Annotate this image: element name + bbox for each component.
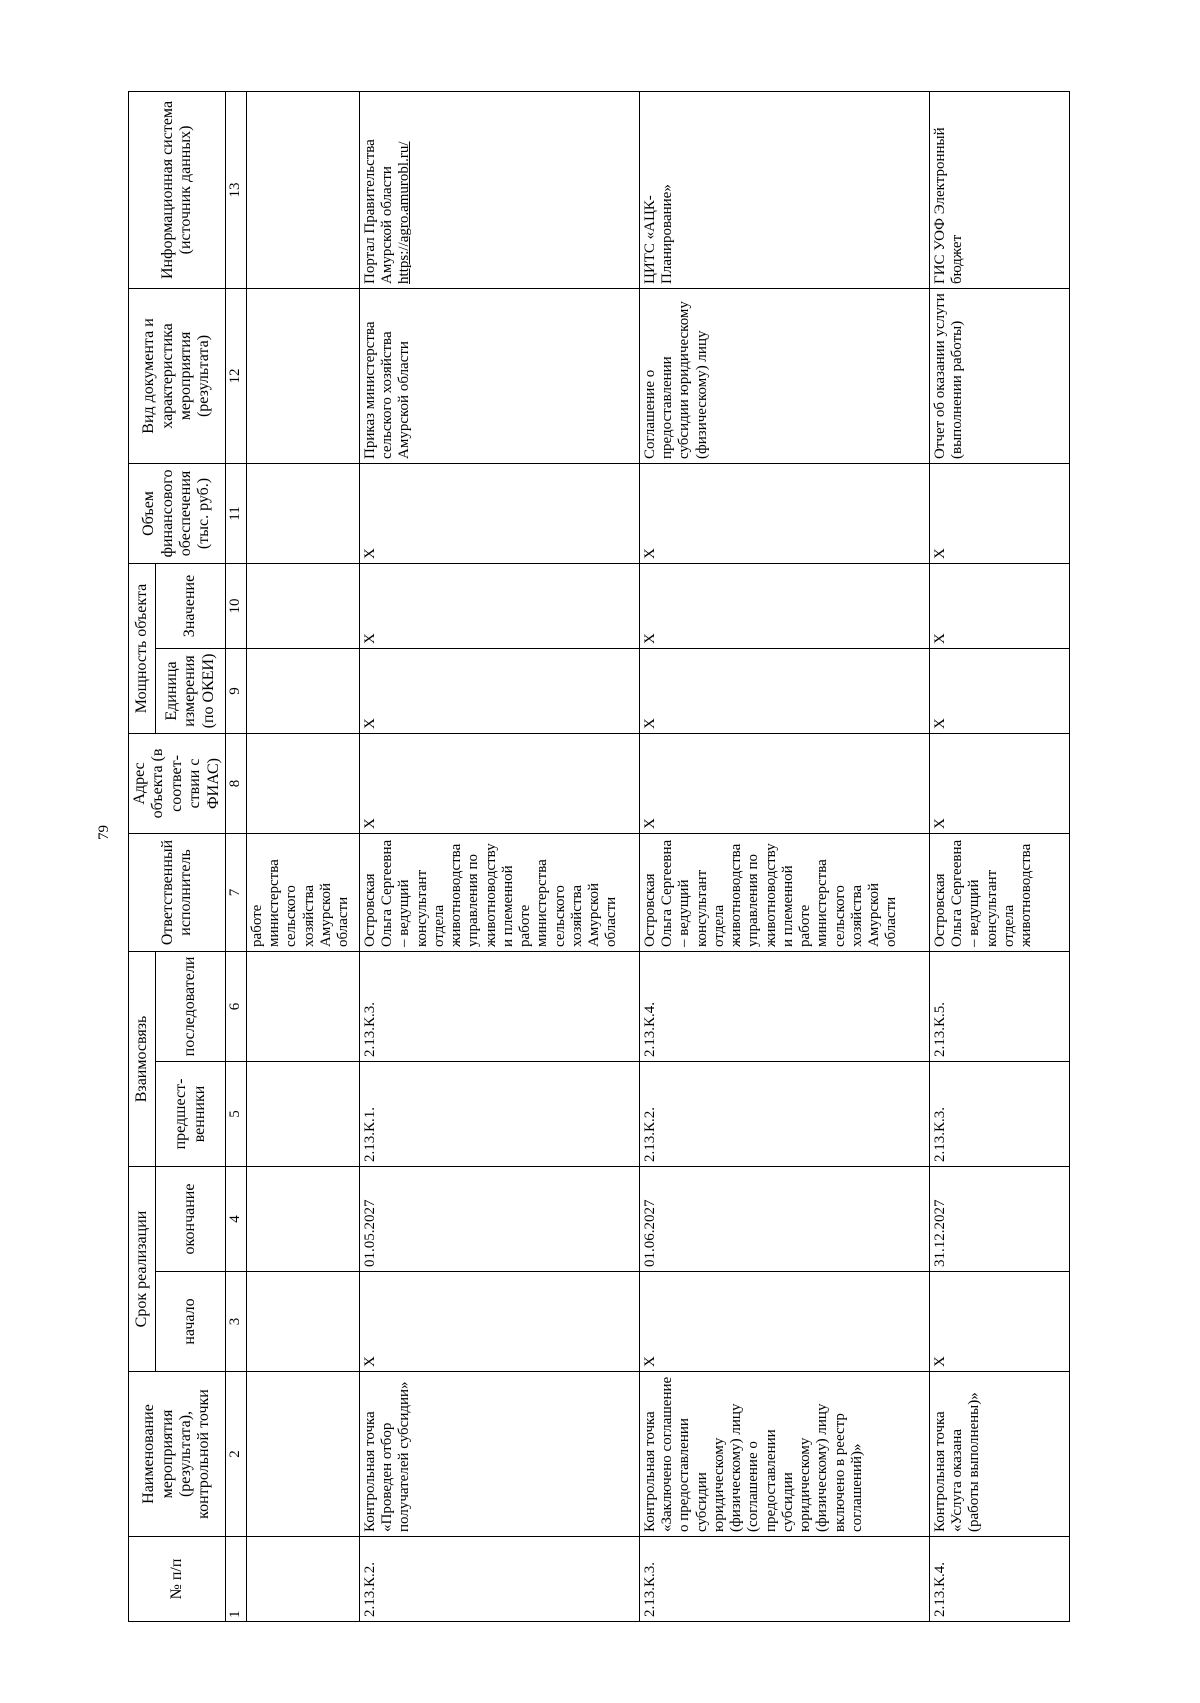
row-succ: 2.13.К.4. — [639, 951, 929, 1061]
row-end: 31.12.2027 — [929, 1166, 1069, 1271]
page-number: 79 — [96, 825, 112, 840]
table-row — [639, 91, 929, 1621]
header-capacity: Мощность объекта — [129, 563, 156, 733]
header-row-1 — [129, 91, 156, 1621]
row-num: 2.13.К.3. — [639, 1537, 929, 1622]
column-number-row — [225, 91, 246, 1621]
header-unit: Единица измерения (по ОКЕИ) — [156, 648, 226, 733]
row-name: Контрольная точка «Заключено соглашение о предоставлении субсидии юридическому (физическому) лицу (соглашение о предоставлении субсидии юридическому (физическому) лицу включено в реестр соглашений)» — [639, 1372, 929, 1537]
colnum-9: 9 — [225, 648, 246, 733]
header-address: Адрес объекта (в соответ- ствии с ФИАС) — [129, 733, 226, 833]
row-address: X — [929, 733, 1069, 833]
colnum-7: 7 — [225, 833, 246, 951]
row-name: Контрольная точка «Проведен отбор получателей субсидии» — [359, 1372, 639, 1537]
row-pred: 2.13.К.3. — [929, 1061, 1069, 1166]
row-system: ГИС УОФ Электронный бюджет — [929, 91, 1069, 288]
header-term: Срок реализации — [129, 1166, 156, 1371]
system-link[interactable]: https://agro.amurobl.ru/ — [396, 141, 413, 284]
plan-table — [128, 91, 1070, 1622]
row-succ: 2.13.К.3. — [359, 951, 639, 1061]
continuation-executor: работе министерства сельского хозяйства Амурской области — [246, 833, 359, 951]
row-pred: 2.13.К.1. — [359, 1061, 639, 1166]
row-unit: X — [639, 648, 929, 733]
table-row — [929, 91, 1069, 1621]
header-value: Значение — [156, 563, 226, 648]
row-doc: Соглашение о предоставлении субсидии юридическому (физическому) лицу — [639, 288, 929, 463]
header-pred: предшест- венники — [156, 1061, 226, 1166]
row-executor: Островская Ольга Сергеевна – ведущий консультант отдела животноводства управления по животноводству и племенной работе министерства сельского хозяйства Амурской области — [639, 833, 929, 951]
colnum-1: 1 — [225, 1537, 246, 1622]
row-value: X — [359, 563, 639, 648]
row-start: X — [359, 1272, 639, 1372]
rotated-sheet — [128, 92, 1188, 1622]
colnum-11: 11 — [225, 463, 246, 563]
colnum-12: 12 — [225, 288, 246, 463]
row-name: Контрольная точка «Услуга оказана (работы выполнены)» — [929, 1372, 1069, 1537]
row-system: ЦИТС «АЦК-Планирование» — [639, 91, 929, 288]
header-num: № п/п — [129, 1537, 226, 1622]
row-end: 01.05.2027 — [359, 1166, 639, 1271]
row-end: 01.06.2027 — [639, 1166, 929, 1271]
header-finance: Объем финансового обеспечения (тыс. руб.) — [129, 463, 226, 563]
row-finance: X — [929, 463, 1069, 563]
header-system: Информационная система (источник данных) — [129, 91, 226, 288]
row-succ: 2.13.К.5. — [929, 951, 1069, 1061]
colnum-3: 3 — [225, 1272, 246, 1372]
row-system — [359, 91, 639, 288]
system-name: Портал Правительства Амурской области — [361, 139, 396, 284]
header-doc: Вид документа и характеристика мероприятия (результата) — [129, 288, 226, 463]
row-finance: X — [639, 463, 929, 563]
row-finance: X — [359, 463, 639, 563]
colnum-2: 2 — [225, 1372, 246, 1537]
colnum-5: 5 — [225, 1061, 246, 1166]
colnum-10: 10 — [225, 563, 246, 648]
row-num: 2.13.К.4. — [929, 1537, 1069, 1622]
row-address: X — [359, 733, 639, 833]
row-doc: Приказ министерства сельского хозяйства Амурской области — [359, 288, 639, 463]
header-start: начало — [156, 1272, 226, 1372]
header-succ: последователи — [156, 951, 226, 1061]
table-row — [359, 91, 639, 1621]
row-start: X — [929, 1272, 1069, 1372]
row-unit: X — [359, 648, 639, 733]
row-value: X — [639, 563, 929, 648]
row-executor: Островская Ольга Сергеевна – ведущий консультант отдела животноводства управления по животноводству и племенной работе министерства сельского хозяйства Амурской области — [359, 833, 639, 951]
header-executor: Ответственный исполнитель — [129, 833, 226, 951]
row-address: X — [639, 733, 929, 833]
colnum-8: 8 — [225, 733, 246, 833]
colnum-13: 13 — [225, 91, 246, 288]
row-unit: X — [929, 648, 1069, 733]
colnum-6: 6 — [225, 951, 246, 1061]
header-name: Наименование мероприятия (результата), контрольной точки — [129, 1372, 226, 1537]
row-executor: Островская Ольга Сергеевна – ведущий консультант отдела животноводства — [929, 833, 1069, 951]
continuation-row — [246, 91, 359, 1621]
header-end: окончание — [156, 1166, 226, 1271]
row-pred: 2.13.К.2. — [639, 1061, 929, 1166]
row-value: X — [929, 563, 1069, 648]
header-link: Взаимосвязь — [129, 951, 156, 1166]
colnum-4: 4 — [225, 1166, 246, 1271]
row-num: 2.13.К.2. — [359, 1537, 639, 1622]
row-doc: Отчет об оказании услуги (выполнении работы) — [929, 288, 1069, 463]
row-start: X — [639, 1272, 929, 1372]
